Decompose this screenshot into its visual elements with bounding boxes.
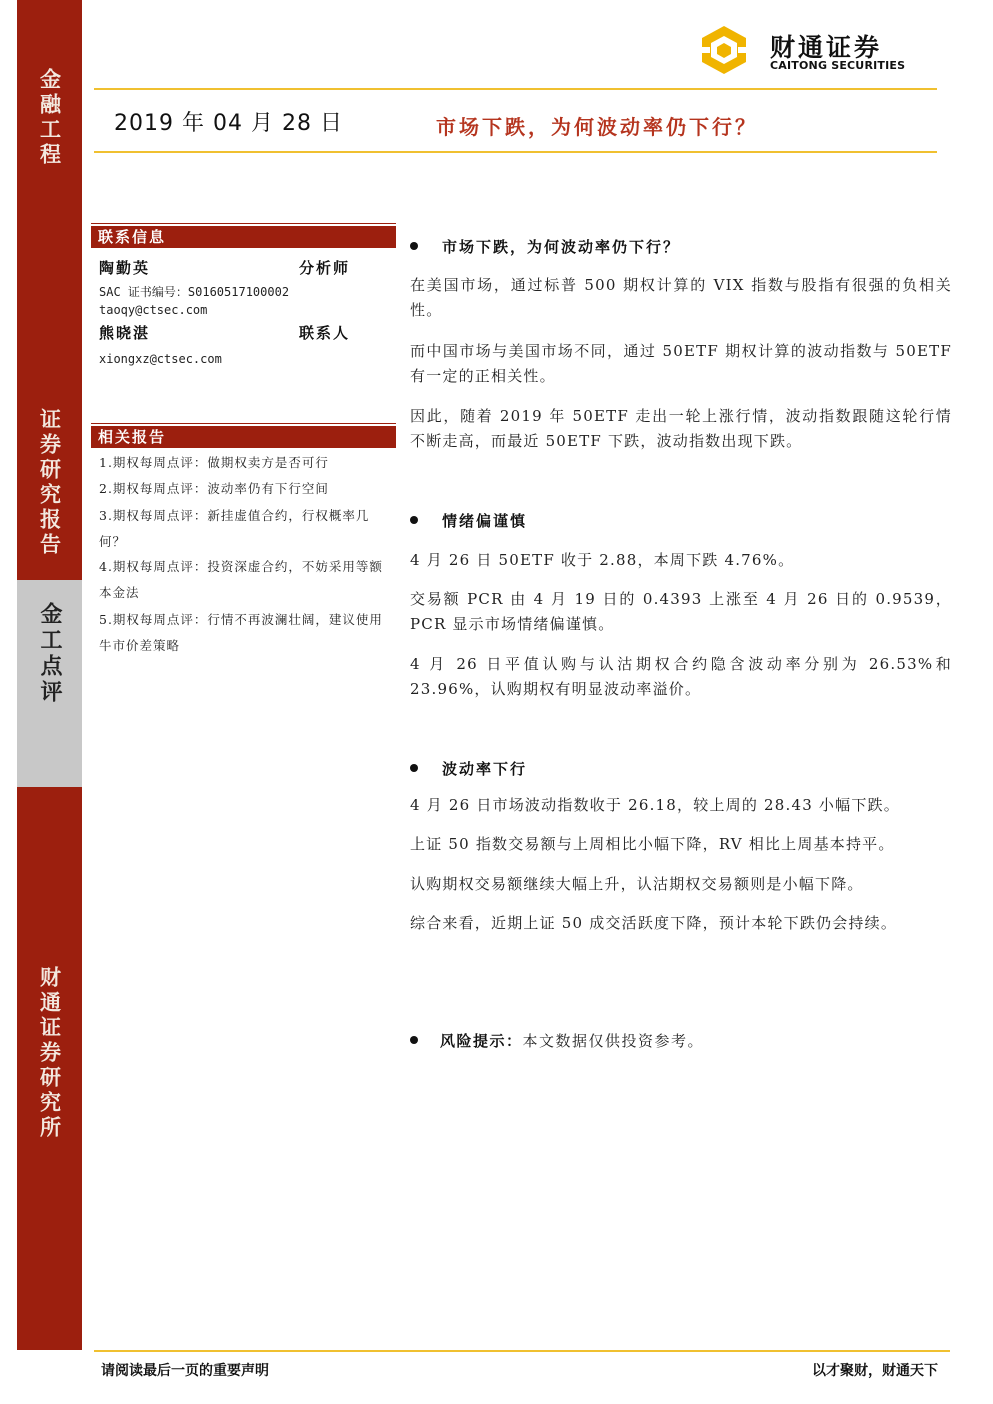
category-tab	[17, 0, 82, 385]
analyst-email[interactable]: taoqy@ctsec.com	[99, 303, 208, 317]
contact-role: 联系人	[299, 324, 351, 342]
section-2-paragraph: 4 月 26 日 50ETF 收于 2.88，本周下跌 4.76%。	[410, 551, 795, 569]
company-logo	[694, 24, 924, 76]
report-title: 市场下跌，为何波动率仍下行？	[436, 115, 758, 139]
section-1-title: 市场下跌，为何波动率仍下行？	[410, 236, 680, 257]
related-report-item[interactable]: 5.期权每周点评：行情不再波澜壮阔，建议使用牛市价差策略	[99, 612, 383, 653]
report-date: 2019 年 04 月 28 日	[114, 111, 343, 136]
section-2-title: 情绪偏谨慎	[410, 510, 527, 531]
category-label: 金融工程	[37, 67, 62, 168]
risk-text: 本文数据仅供投资参考。	[522, 1032, 705, 1050]
logo-chinese-name: 财通证券	[770, 33, 883, 62]
footer-rule	[94, 1350, 950, 1352]
footer-disclaimer: 请阅读最后一页的重要声明	[101, 1363, 269, 1379]
column-tab	[17, 580, 82, 787]
section-1-paragraph: 因此，随着 2019 年 50ETF 走出一轮上涨行情，波动指数跟随这轮行情不断走高，而最近 50ETF 下跌，波动指数出现下跌。	[410, 407, 952, 450]
bullet-icon	[410, 764, 418, 772]
analyst-cert: SAC 证书编号：S0160517100002	[99, 285, 290, 299]
header-top-rule	[94, 88, 937, 90]
institute-tab	[17, 787, 82, 1350]
section-2-paragraph: 交易额 PCR 由 4 月 19 日的 0.4393 上涨至 4 月 26 日的 0.9539，PCR 显示市场情绪偏谨慎。	[410, 590, 952, 633]
related-heading: 相关报告	[91, 426, 396, 448]
related-top-line	[91, 423, 396, 424]
institute-label: 财通证券研究所	[37, 966, 62, 1141]
analyst-name: 陶勤英	[99, 259, 151, 277]
section-3-paragraph: 上证 50 指数交易额与上周相比小幅下降，RV 相比上周基本持平。	[410, 835, 895, 853]
report-type-label: 证券研究报告	[37, 407, 62, 558]
bullet-icon	[410, 1036, 418, 1044]
bullet-icon	[410, 516, 418, 524]
related-report-item[interactable]: 2.期权每周点评：波动率仍有下行空间	[99, 481, 329, 496]
related-report-item[interactable]: 3.期权每周点评：新挂虚值合约，行权概率几何？	[99, 508, 370, 549]
contact-email[interactable]: xiongxz@ctsec.com	[99, 352, 222, 366]
related-report-item[interactable]: 4.期权每周点评：投资深虚合约，不妨采用等额本金法	[99, 559, 383, 600]
bullet-icon	[410, 242, 418, 250]
section-1-paragraph: 在美国市场，通过标普 500 期权计算的 VIX 指数与股指有很强的负相关性。	[410, 276, 952, 319]
header-bottom-rule	[94, 151, 937, 153]
column-label: 金工点评	[37, 601, 62, 706]
contact-name: 熊晓湛	[99, 324, 151, 342]
section-3-paragraph: 4 月 26 日市场波动指数收于 26.18，较上周的 28.43 小幅下跌。	[410, 796, 900, 814]
risk-warning	[410, 1030, 704, 1051]
section-1-paragraph: 而中国市场与美国市场不同，通过 50ETF 期权计算的波动指数与 50ETF 有一定的正相关性。	[410, 342, 952, 385]
section-3-title: 波动率下行	[410, 758, 527, 779]
section-3-paragraph: 综合来看，近期上证 50 成交活跃度下降，预计本轮下跌仍会持续。	[410, 914, 898, 932]
analyst-role: 分析师	[299, 259, 351, 277]
section-2-paragraph: 4 月 26 日平值认购与认沽期权合约隐含波动率分别为 26.53%和 23.96%，认购期权有明显波动率溢价。	[410, 655, 952, 698]
footer-slogan: 以才聚财，财通天下	[812, 1363, 938, 1379]
contact-top-line	[91, 223, 396, 224]
section-3-paragraph: 认购期权交易额继续大幅上升，认沽期权交易额则是小幅下降。	[410, 875, 864, 893]
contact-heading: 联系信息	[91, 226, 396, 248]
caitong-logo-icon	[694, 24, 754, 76]
risk-label: 风险提示：	[440, 1032, 523, 1050]
report-type-tab	[17, 385, 82, 580]
related-report-item[interactable]: 1.期权每周点评：做期权卖方是否可行	[99, 455, 329, 470]
logo-english-name: CAITONG SECURITIES	[770, 59, 906, 72]
